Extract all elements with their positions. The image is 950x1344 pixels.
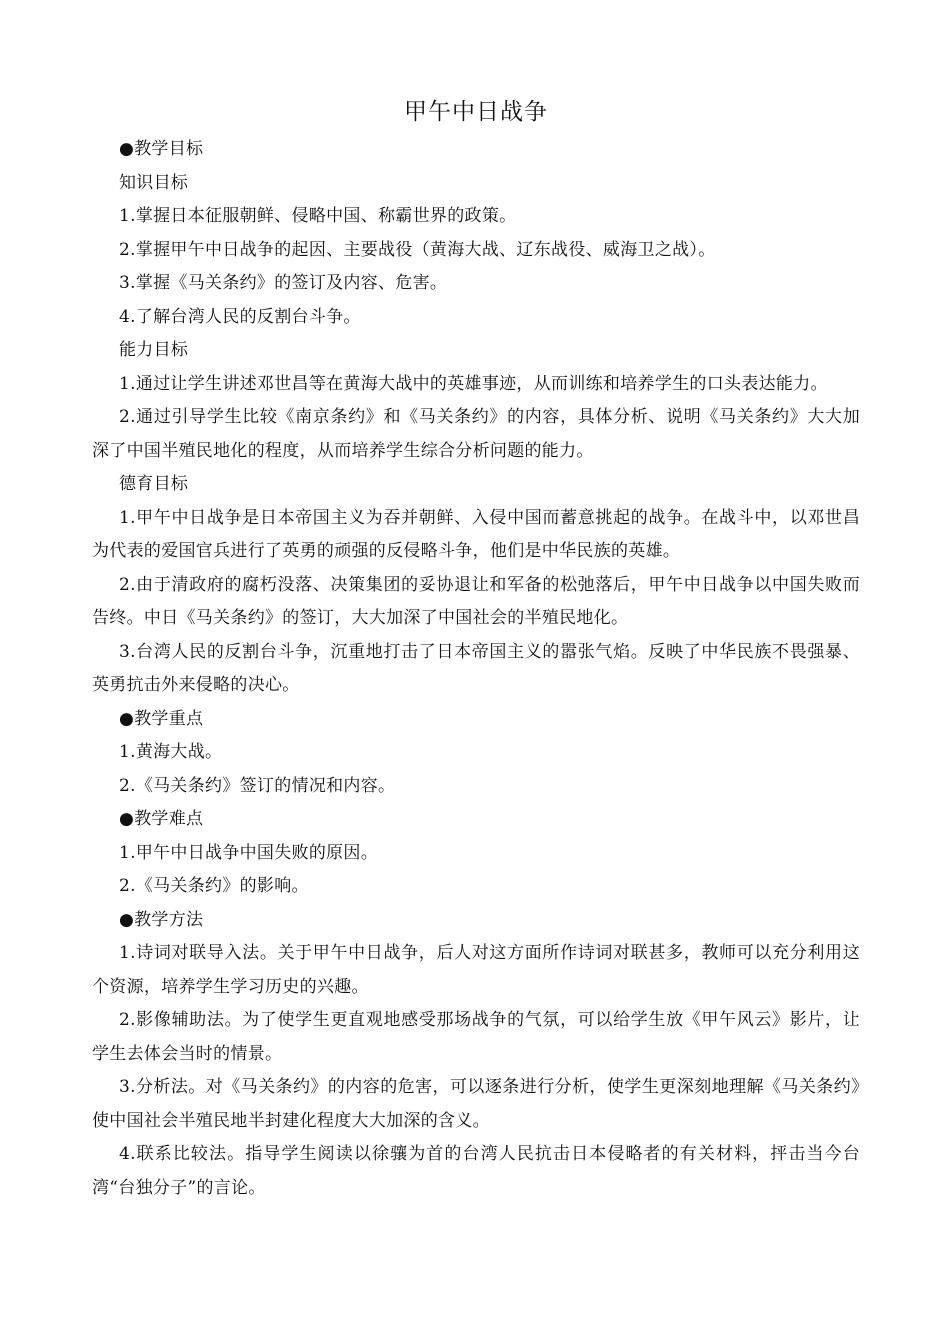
subheading-ability-goals: 能力目标 <box>119 340 189 360</box>
document-body <box>92 133 860 1205</box>
paragraph: 1.甲午中日战争中国失败的原因。 <box>119 842 379 863</box>
section-heading-teaching-methods: ●教学方法 <box>119 909 204 930</box>
paragraph: 1.掌握日本征服朝鲜、侵略中国、称霸世界的政策。 <box>119 206 517 226</box>
paragraph: 4.了解台湾人民的反割台斗争。 <box>119 306 361 327</box>
paragraph: 2.影像辅助法。为了使学生更直观地感受那场战争的气氛，可以给学生放《甲午风云》影片，让学生去体会当时的情景。 <box>92 1010 860 1064</box>
section-heading-key-points: ●教学重点 <box>119 708 204 729</box>
page-title: 甲午中日战争 <box>404 99 548 125</box>
paragraph: 2.由于清政府的腐朽没落、决策集团的妥协退让和军备的松弛落后，甲午中日战争以中国失败而告终。中日《马关条约》的签订，大大加深了中国社会的半殖民地化。 <box>92 574 860 628</box>
paragraph: 1.诗词对联导入法。关于甲午中日战争，后人对这方面所作诗词对联甚多，教师可以充分利用这个资源，培养学生学习历史的兴趣。 <box>92 943 860 997</box>
paragraph: 4.联系比较法。指导学生阅读以徐骧为首的台湾人民抗击日本侵略者的有关材料，抨击当今台湾“台独分子”的言论。 <box>92 1144 860 1198</box>
paragraph: 2.通过引导学生比较《南京条约》和《马关条约》的内容，具体分析、说明《马关条约》大大加深了中国半殖民地化的程度，从而培养学生综合分析问题的能力。 <box>92 407 860 461</box>
paragraph: 1.通过让学生讲述邓世昌等在黄海大战中的英雄事迹，从而训练和培养学生的口头表达能力。 <box>119 373 828 394</box>
paragraph: 1.甲午中日战争是日本帝国主义为吞并朝鲜、入侵中国而蓄意挑起的战争。在战斗中，以邓世昌为代表的爱国官兵进行了英勇的顽强的反侵略斗争，他们是中华民族的英雄。 <box>92 507 860 561</box>
paragraph: 3.分析法。对《马关条约》的内容的危害，可以逐条进行分析，使学生更深刻地理解《马关条约》使中国社会半殖民地半封建化程度大大加深的含义。 <box>92 1077 860 1131</box>
paragraph: 3.掌握《马关条约》的签订及内容、危害。 <box>119 273 448 293</box>
paragraph: 2.《马关条约》签订的情况和内容。 <box>119 775 396 796</box>
subheading-moral-goals: 德育目标 <box>119 474 189 494</box>
section-heading-teaching-goals: ●教学目标 <box>119 139 204 159</box>
paragraph: 2.掌握甲午中日战争的起因、主要战役（黄海大战、辽东战役、威海卫之战）。 <box>119 239 716 260</box>
paragraph: 2.《马关条约》的影响。 <box>119 876 309 896</box>
paragraph: 1.黄海大战。 <box>119 742 223 762</box>
paragraph: 3.台湾人民的反割台斗争，沉重地打击了日本帝国主义的嚣张气焰。反映了中华民族不畏强暴、英勇抗击外来侵略的决心。 <box>92 641 860 695</box>
section-heading-difficulties: ●教学难点 <box>119 809 204 829</box>
subheading-knowledge-goals: 知识目标 <box>119 172 189 193</box>
